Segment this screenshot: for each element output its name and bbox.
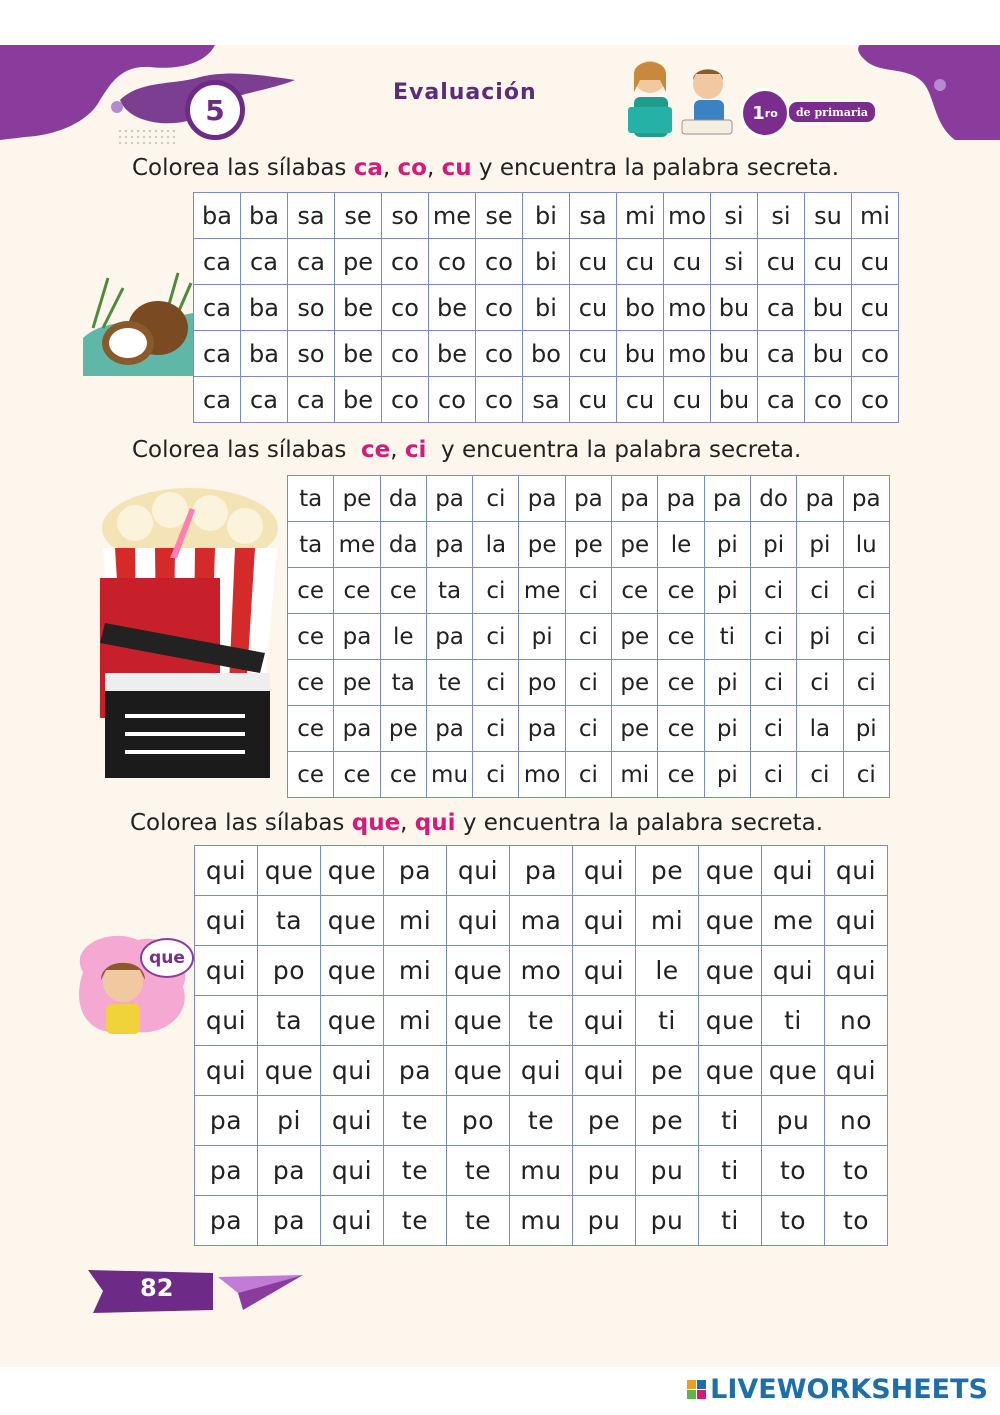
syllable-cell[interactable]: ci: [843, 752, 889, 798]
syllable-cell[interactable]: ba: [241, 331, 288, 377]
syllable-cell[interactable]: bu: [711, 377, 758, 423]
syllable-cell[interactable]: da: [380, 522, 426, 568]
syllable-cell[interactable]: cu: [617, 377, 664, 423]
syllable-cell[interactable]: ce: [658, 660, 704, 706]
syllable-cell[interactable]: se: [476, 193, 523, 239]
syllable-cell[interactable]: ma: [510, 896, 573, 946]
grid-row: [194, 331, 899, 377]
syllable-cell[interactable]: mi: [384, 996, 447, 1046]
syllable-cell[interactable]: ci: [750, 660, 796, 706]
syllable-cell[interactable]: co: [382, 377, 429, 423]
syllable-cell[interactable]: si: [711, 193, 758, 239]
speech-bubble: que: [140, 938, 194, 978]
syllable-cell[interactable]: be: [429, 285, 476, 331]
syllable-cell[interactable]: pu: [762, 1096, 825, 1146]
syllable-cell[interactable]: ci: [473, 706, 519, 752]
syllable-cell[interactable]: pu: [573, 1196, 636, 1246]
syllable-cell[interactable]: pe: [636, 1046, 699, 1096]
syllable-cell[interactable]: cu: [758, 239, 805, 285]
syllable-cell[interactable]: qui: [321, 1146, 384, 1196]
syllable-cell[interactable]: ta: [288, 522, 334, 568]
syllable-cell[interactable]: ci: [797, 568, 843, 614]
grid-row: [288, 752, 890, 798]
syllable-cell[interactable]: ci: [750, 706, 796, 752]
syllable-cell[interactable]: qui: [762, 846, 825, 896]
syllable-cell[interactable]: ci: [473, 614, 519, 660]
syllable-cell[interactable]: ce: [658, 568, 704, 614]
syllable-cell[interactable]: no: [825, 1096, 888, 1146]
logo-grid-icon: [687, 1380, 706, 1399]
syllable-cell[interactable]: ca: [288, 377, 335, 423]
syllable-cell[interactable]: qui: [825, 1046, 888, 1096]
syllable-cell[interactable]: ca: [194, 331, 241, 377]
syllable-cell[interactable]: pa: [612, 476, 658, 522]
syllable-cell[interactable]: pe: [612, 660, 658, 706]
syllable-cell[interactable]: co: [476, 331, 523, 377]
syllable-cell[interactable]: qui: [825, 846, 888, 896]
syllable-cell[interactable]: ce: [658, 614, 704, 660]
syllable-cell[interactable]: bi: [523, 193, 570, 239]
syllable-cell[interactable]: qui: [573, 1046, 636, 1096]
syllable-cell[interactable]: ci: [797, 752, 843, 798]
syllable-cell[interactable]: mi: [612, 752, 658, 798]
syllable-cell[interactable]: mi: [384, 896, 447, 946]
syllable-cell[interactable]: te: [447, 1146, 510, 1196]
syllable-cell[interactable]: pe: [636, 846, 699, 896]
unit-number-badge: 5: [185, 80, 245, 140]
syllable-cell[interactable]: que: [321, 846, 384, 896]
syllable-cell[interactable]: co: [852, 377, 899, 423]
syllable-cell[interactable]: qui: [321, 1096, 384, 1146]
grid-row: [288, 522, 890, 568]
syllable-cell[interactable]: pe: [612, 706, 658, 752]
syllable-cell[interactable]: me: [429, 193, 476, 239]
syllable-cell[interactable]: que: [258, 846, 321, 896]
syllable-cell[interactable]: pi: [797, 522, 843, 568]
syllable-cell[interactable]: co: [805, 377, 852, 423]
syllable-grid-ca-co-cu: [193, 192, 899, 423]
grid-row: [288, 568, 890, 614]
syllable-cell[interactable]: sa: [523, 377, 570, 423]
syllable-cell[interactable]: ti: [699, 1096, 762, 1146]
syllable-cell[interactable]: ci: [843, 660, 889, 706]
syllable-cell[interactable]: qui: [825, 946, 888, 996]
syllable-cell[interactable]: pi: [704, 752, 750, 798]
syllable-cell[interactable]: su: [805, 193, 852, 239]
syllable-cell[interactable]: to: [762, 1146, 825, 1196]
grade-badge: 1 ro: [740, 88, 790, 138]
syllable-cell[interactable]: pe: [380, 706, 426, 752]
grid-row: [195, 946, 888, 996]
syllable-cell[interactable]: si: [758, 193, 805, 239]
syllable-cell[interactable]: pi: [704, 660, 750, 706]
syllable-cell[interactable]: cu: [664, 239, 711, 285]
grid-row: [195, 846, 888, 896]
syllable-cell[interactable]: mu: [426, 752, 472, 798]
syllable-cell[interactable]: si: [711, 239, 758, 285]
syllable-cell[interactable]: pi: [797, 614, 843, 660]
syllable-cell[interactable]: ce: [380, 752, 426, 798]
syllable-cell[interactable]: ce: [288, 660, 334, 706]
syllable-cell[interactable]: pi: [750, 522, 796, 568]
syllable-cell[interactable]: pa: [426, 522, 472, 568]
syllable-cell[interactable]: que: [447, 946, 510, 996]
syllable-cell[interactable]: ba: [194, 193, 241, 239]
syllable-cell[interactable]: mu: [510, 1146, 573, 1196]
brand-name: LIVEWORKSHEETS: [710, 1374, 988, 1405]
syllable-cell[interactable]: ce: [288, 706, 334, 752]
syllable-cell[interactable]: pa: [565, 476, 611, 522]
syllable-cell[interactable]: me: [334, 522, 380, 568]
syllable-cell[interactable]: ca: [288, 239, 335, 285]
syllable-cell[interactable]: que: [699, 996, 762, 1046]
syllable-cell[interactable]: ba: [241, 193, 288, 239]
syllable-cell[interactable]: so: [288, 331, 335, 377]
syllable-cell[interactable]: que: [699, 896, 762, 946]
syllable-cell[interactable]: te: [510, 1096, 573, 1146]
syllable-cell[interactable]: qui: [195, 996, 258, 1046]
syllable-cell[interactable]: pi: [843, 706, 889, 752]
syllable-cell[interactable]: te: [384, 1096, 447, 1146]
syllable-cell[interactable]: pa: [658, 476, 704, 522]
syllable-cell[interactable]: to: [762, 1196, 825, 1246]
syllable-cell[interactable]: da: [380, 476, 426, 522]
syllable-cell[interactable]: bo: [523, 331, 570, 377]
instruction-section2: Colorea las sílabas ce, ci y encuentra la palabra secreta.: [132, 437, 802, 463]
syllable-cell[interactable]: mo: [510, 946, 573, 996]
syllable-cell[interactable]: pe: [335, 239, 382, 285]
syllable-cell[interactable]: que: [321, 896, 384, 946]
syllable-cell[interactable]: po: [519, 660, 565, 706]
syllable-cell[interactable]: ci: [797, 660, 843, 706]
syllable-cell[interactable]: ci: [473, 660, 519, 706]
syllable-cell[interactable]: qui: [510, 1046, 573, 1096]
syllable-cell[interactable]: le: [636, 946, 699, 996]
syllable-cell[interactable]: ci: [565, 568, 611, 614]
syllable-cell[interactable]: pa: [797, 476, 843, 522]
syllable-cell[interactable]: le: [380, 614, 426, 660]
syllable-cell[interactable]: ca: [758, 285, 805, 331]
syllable-cell[interactable]: te: [384, 1146, 447, 1196]
syllable-cell[interactable]: pe: [573, 1096, 636, 1146]
syllable-cell[interactable]: ca: [758, 377, 805, 423]
syllable-cell[interactable]: lu: [843, 522, 889, 568]
syllable-cell[interactable]: pu: [636, 1146, 699, 1196]
syllable-cell[interactable]: ca: [241, 377, 288, 423]
grid-row: [288, 706, 890, 752]
syllable-cell[interactable]: pe: [612, 614, 658, 660]
syllable-cell[interactable]: ce: [334, 752, 380, 798]
syllable-cell[interactable]: que: [321, 996, 384, 1046]
syllable-cell[interactable]: bi: [523, 239, 570, 285]
syllable-cell[interactable]: pe: [334, 476, 380, 522]
syllable-cell[interactable]: qui: [195, 1046, 258, 1096]
syllable-cell[interactable]: ce: [380, 568, 426, 614]
syllable-cell[interactable]: pa: [195, 1196, 258, 1246]
syllable-cell[interactable]: te: [384, 1196, 447, 1246]
coconut-illustration: [83, 268, 193, 376]
syllable-cell[interactable]: co: [382, 285, 429, 331]
syllable-cell[interactable]: pe: [519, 522, 565, 568]
syllable-cell[interactable]: ta: [258, 996, 321, 1046]
syllable-cell[interactable]: me: [519, 568, 565, 614]
syllable-cell[interactable]: pa: [519, 476, 565, 522]
syllable-cell[interactable]: que: [258, 1046, 321, 1096]
syllable-cell[interactable]: bu: [617, 331, 664, 377]
syllable-cell[interactable]: pa: [334, 614, 380, 660]
grid-row: [194, 377, 899, 423]
syllable-cell[interactable]: mi: [852, 193, 899, 239]
syllable-cell[interactable]: pi: [704, 568, 750, 614]
syllable-cell[interactable]: to: [825, 1196, 888, 1246]
syllable-cell[interactable]: qui: [195, 896, 258, 946]
page-number: 82: [140, 1274, 174, 1302]
syllable-cell[interactable]: pa: [195, 1096, 258, 1146]
syllable-cell[interactable]: ce: [288, 568, 334, 614]
syllable-cell[interactable]: do: [750, 476, 796, 522]
syllable-cell[interactable]: ce: [288, 614, 334, 660]
syllable-cell[interactable]: be: [429, 331, 476, 377]
syllable-cell[interactable]: pa: [426, 706, 472, 752]
syllable-cell[interactable]: ta: [426, 568, 472, 614]
syllable-cell[interactable]: sa: [288, 193, 335, 239]
syllable-cell[interactable]: cu: [805, 239, 852, 285]
liveworksheets-logo: [687, 1374, 988, 1405]
syllable-cell[interactable]: ci: [843, 614, 889, 660]
syllable-cell[interactable]: pe: [565, 522, 611, 568]
syllable-cell[interactable]: cu: [664, 377, 711, 423]
syllable-cell[interactable]: ce: [658, 752, 704, 798]
syllable-cell[interactable]: bu: [805, 285, 852, 331]
syllable-cell[interactable]: be: [335, 377, 382, 423]
syllable-cell[interactable]: ti: [636, 996, 699, 1046]
syllable-cell[interactable]: te: [426, 660, 472, 706]
syllable-cell[interactable]: te: [510, 996, 573, 1046]
syllable-cell[interactable]: ca: [194, 239, 241, 285]
syllable-cell[interactable]: be: [335, 331, 382, 377]
grid-row: [195, 1096, 888, 1146]
syllable-cell[interactable]: pu: [573, 1146, 636, 1196]
syllable-cell[interactable]: qui: [321, 1046, 384, 1096]
syllable-cell[interactable]: que: [447, 996, 510, 1046]
syllable-cell[interactable]: co: [382, 239, 429, 285]
syllable-cell[interactable]: qui: [447, 896, 510, 946]
syllable-cell[interactable]: pa: [510, 846, 573, 896]
syllable-cell[interactable]: ci: [473, 752, 519, 798]
syllable-cell[interactable]: so: [382, 193, 429, 239]
grid-row: [288, 614, 890, 660]
syllable-cell[interactable]: bi: [523, 285, 570, 331]
syllable-cell[interactable]: ca: [241, 239, 288, 285]
syllable-cell[interactable]: pa: [195, 1146, 258, 1196]
grid-row: [195, 896, 888, 946]
syllable-cell[interactable]: ti: [762, 996, 825, 1046]
syllable-cell[interactable]: mo: [664, 331, 711, 377]
syllable-cell[interactable]: ce: [658, 706, 704, 752]
syllable-cell[interactable]: po: [258, 946, 321, 996]
syllable-cell[interactable]: ta: [288, 476, 334, 522]
syllable-cell[interactable]: ti: [704, 614, 750, 660]
syllable-cell[interactable]: ci: [565, 660, 611, 706]
syllable-cell[interactable]: qui: [573, 946, 636, 996]
syllable-cell[interactable]: bu: [805, 331, 852, 377]
syllable-cell[interactable]: pe: [334, 660, 380, 706]
syllable-cell[interactable]: pa: [384, 846, 447, 896]
syllable-cell[interactable]: ce: [334, 568, 380, 614]
syllable-cell[interactable]: mu: [510, 1196, 573, 1246]
syllable-cell[interactable]: ci: [565, 752, 611, 798]
syllable-cell[interactable]: pa: [704, 476, 750, 522]
syllable-cell[interactable]: ci: [565, 706, 611, 752]
syllable-cell[interactable]: cu: [570, 331, 617, 377]
syllable-cell[interactable]: mo: [519, 752, 565, 798]
syllable-cell[interactable]: be: [335, 285, 382, 331]
syllable-cell[interactable]: qui: [762, 946, 825, 996]
syllable-cell[interactable]: la: [797, 706, 843, 752]
syllable-cell[interactable]: me: [762, 896, 825, 946]
grid-row: [194, 239, 899, 285]
syllable-cell[interactable]: ci: [750, 568, 796, 614]
syllable-cell[interactable]: que: [321, 946, 384, 996]
syllable-cell[interactable]: mi: [617, 193, 664, 239]
syllable-cell[interactable]: ce: [612, 568, 658, 614]
syllable-cell[interactable]: que: [447, 1046, 510, 1096]
syllable-cell[interactable]: pi: [519, 614, 565, 660]
grid-row: [288, 476, 890, 522]
grid-row: [194, 285, 899, 331]
syllable-cell[interactable]: pi: [704, 522, 750, 568]
syllable-cell[interactable]: qui: [447, 846, 510, 896]
syllable-cell[interactable]: mi: [636, 896, 699, 946]
syllable-cell[interactable]: ci: [750, 752, 796, 798]
syllable-cell[interactable]: te: [447, 1196, 510, 1246]
syllable-cell[interactable]: co: [852, 331, 899, 377]
syllable-cell[interactable]: ba: [241, 285, 288, 331]
syllable-cell[interactable]: ci: [565, 614, 611, 660]
syllable-cell[interactable]: cu: [852, 285, 899, 331]
page-number-ribbon: [88, 1265, 308, 1315]
syllable-cell[interactable]: ca: [194, 377, 241, 423]
syllable-cell[interactable]: bu: [711, 285, 758, 331]
syllable-cell[interactable]: ce: [288, 752, 334, 798]
syllable-cell[interactable]: cu: [570, 239, 617, 285]
syllable-cell[interactable]: le: [658, 522, 704, 568]
syllable-cell[interactable]: po: [447, 1096, 510, 1146]
grid-row: [195, 996, 888, 1046]
syllable-cell[interactable]: cu: [617, 239, 664, 285]
syllable-cell[interactable]: cu: [570, 377, 617, 423]
grade-label: de primaria: [787, 100, 877, 124]
syllable-cell[interactable]: sa: [570, 193, 617, 239]
instruction-section1: Colorea las sílabas ca, co, cu y encuentra la palabra secreta.: [132, 155, 840, 181]
syllable-grid-que-qui: [194, 845, 888, 1246]
syllable-cell[interactable]: mi: [384, 946, 447, 996]
syllable-cell[interactable]: ci: [473, 476, 519, 522]
grid-row: [195, 1146, 888, 1196]
syllable-cell[interactable]: qui: [195, 946, 258, 996]
grid-row: [195, 1046, 888, 1096]
syllable-cell[interactable]: co: [429, 239, 476, 285]
syllable-cell[interactable]: so: [288, 285, 335, 331]
syllable-cell[interactable]: pi: [258, 1096, 321, 1146]
syllable-cell[interactable]: qui: [573, 996, 636, 1046]
syllable-cell[interactable]: pu: [636, 1196, 699, 1246]
syllable-cell[interactable]: ta: [380, 660, 426, 706]
syllable-cell[interactable]: qui: [573, 846, 636, 896]
syllable-cell[interactable]: que: [699, 1046, 762, 1096]
syllable-cell[interactable]: ti: [699, 1196, 762, 1246]
syllable-cell[interactable]: pa: [384, 1046, 447, 1096]
grid-row: [288, 660, 890, 706]
syllable-cell[interactable]: ci: [750, 614, 796, 660]
grid-row: [195, 1196, 888, 1246]
syllable-cell[interactable]: ci: [843, 568, 889, 614]
syllable-cell[interactable]: co: [429, 377, 476, 423]
syllable-cell[interactable]: pe: [612, 522, 658, 568]
syllable-cell[interactable]: cu: [852, 239, 899, 285]
syllable-cell[interactable]: que: [699, 846, 762, 896]
syllable-cell[interactable]: pa: [843, 476, 889, 522]
syllable-cell[interactable]: ta: [258, 896, 321, 946]
syllable-cell[interactable]: que: [762, 1046, 825, 1096]
syllable-cell[interactable]: co: [476, 285, 523, 331]
popcorn-clapperboard-illustration: [95, 488, 285, 778]
syllable-cell[interactable]: bu: [711, 331, 758, 377]
syllable-cell[interactable]: ca: [194, 285, 241, 331]
syllable-cell[interactable]: pa: [258, 1196, 321, 1246]
header-wave-left: [0, 45, 300, 140]
syllable-cell[interactable]: qui: [195, 846, 258, 896]
header-wave-right: [785, 45, 1000, 140]
syllable-cell[interactable]: mo: [664, 193, 711, 239]
syllable-cell[interactable]: la: [473, 522, 519, 568]
syllable-cell[interactable]: no: [825, 996, 888, 1046]
syllable-cell[interactable]: qui: [573, 896, 636, 946]
syllable-cell[interactable]: ca: [758, 331, 805, 377]
syllable-cell[interactable]: to: [825, 1146, 888, 1196]
syllable-cell[interactable]: pi: [704, 706, 750, 752]
syllable-cell[interactable]: pa: [426, 614, 472, 660]
syllable-cell[interactable]: bo: [617, 285, 664, 331]
syllable-cell[interactable]: se: [335, 193, 382, 239]
syllable-cell[interactable]: pa: [519, 706, 565, 752]
syllable-cell[interactable]: ci: [473, 568, 519, 614]
reading-kids-illustration: [620, 52, 740, 147]
syllable-cell[interactable]: pa: [334, 706, 380, 752]
syllable-cell[interactable]: ti: [699, 1146, 762, 1196]
syllable-cell[interactable]: co: [476, 377, 523, 423]
syllable-cell[interactable]: qui: [825, 896, 888, 946]
syllable-cell[interactable]: co: [382, 331, 429, 377]
page-title: Evaluación: [393, 80, 537, 105]
syllable-cell[interactable]: cu: [570, 285, 617, 331]
syllable-cell[interactable]: pa: [426, 476, 472, 522]
syllable-cell[interactable]: mo: [664, 285, 711, 331]
syllable-cell[interactable]: pe: [636, 1096, 699, 1146]
syllable-cell[interactable]: co: [476, 239, 523, 285]
syllable-grid-ce-ci: [287, 475, 890, 798]
syllable-cell[interactable]: pa: [258, 1146, 321, 1196]
syllable-cell[interactable]: que: [699, 946, 762, 996]
header-dots: [117, 128, 177, 144]
grid-row: [194, 193, 899, 239]
syllable-cell[interactable]: qui: [321, 1196, 384, 1246]
instruction-section3: Colorea las sílabas que, qui y encuentra la palabra secreta.: [130, 810, 824, 836]
